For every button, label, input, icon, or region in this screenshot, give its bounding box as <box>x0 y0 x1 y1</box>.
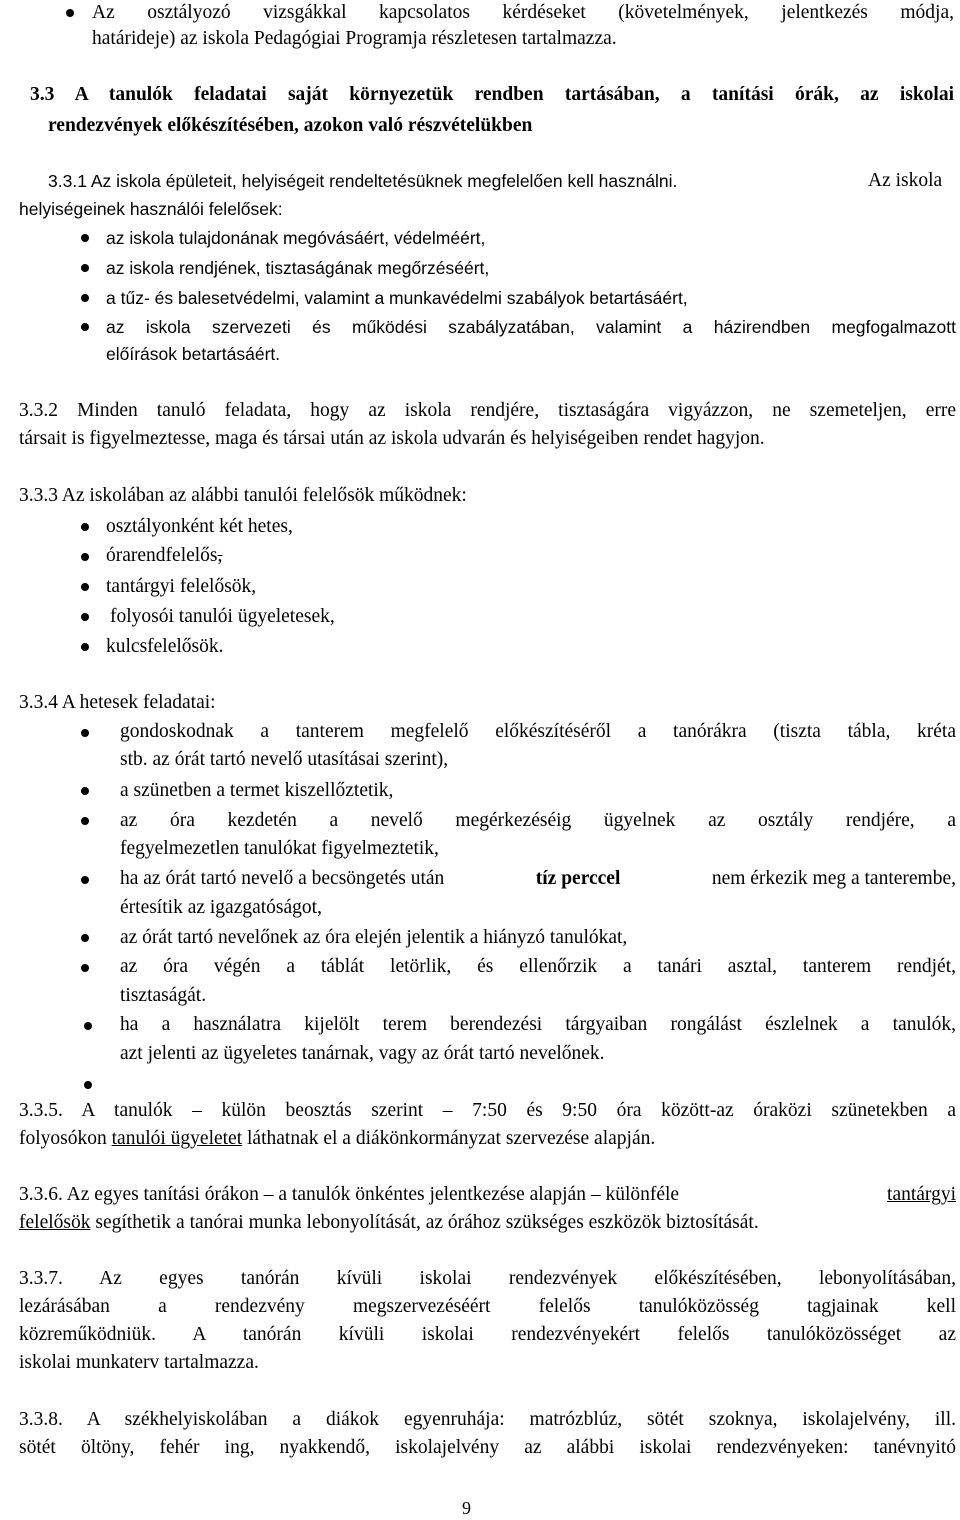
p331-item-2: az iskola rendjének, tisztaságának megőrzéséért, <box>106 258 490 278</box>
bullet-icon <box>81 964 89 972</box>
p332-line-1: 3.3.2 Minden tanuló feladata, hogy az iskola rendjére, tisztaságára vigyázzon, ne szemeteljen, erre <box>19 400 956 421</box>
p331-item-4: az iskola szervezeti és működési szabályzatában, valamint a házirendben megfogalmazott <box>106 317 956 337</box>
intro-line-2: határideje) az iskola Pedagógiai Programja részletesen tartalmazza. <box>92 28 617 49</box>
p333-item-3: tantárgyi felelősök, <box>106 576 257 597</box>
p335-line-2 <box>19 1126 655 1152</box>
p336-line-2-post: segíthetik a tanórai munka lebonyolítását, az órához szükséges eszközök biztosítását. <box>95 1212 759 1233</box>
p336-line-2 <box>19 1210 759 1236</box>
bullet-icon <box>84 1081 92 1089</box>
p334-item-4-pre: ha az órát tartó nevelő a becsöngetés után <box>120 868 445 889</box>
p334-item-3: az óra kezdetén a nevelő megérkezéséig ügyelnek az osztály rendjére, a <box>120 810 956 831</box>
p333-item-2 <box>106 543 222 569</box>
p335-underlined: tanulói ügyeletet <box>111 1128 243 1149</box>
p337-line-3: közreműködniük. A tanórán kívüli iskolai rendezvényekért felelős tanulóközösséget az <box>19 1324 956 1345</box>
p334-item-5: az órát tartó nevelőnek az óra elején jelentik a hiányzó tanulókat, <box>120 927 628 948</box>
p334-item-4-cont: értesítik az igazgatóságot, <box>120 897 322 918</box>
p334-item-3-cont: fegyelmezetlen tanulókat figyelmeztetik, <box>120 838 439 859</box>
p334-item-4 <box>120 866 956 892</box>
p332-line-2: társait is figyelmeztesse, maga és társai után az iskola udvarán és helyiségeiben rendet hagyjon. <box>19 428 765 449</box>
page-number: 9 <box>462 1498 471 1518</box>
p336-underlined-2: felelősök <box>19 1212 91 1233</box>
bullet-icon <box>81 934 89 942</box>
p336-line-1-pre: 3.3.6. Az egyes tanítási órákon – a tanulók önkéntes jelentkezése alapján – különféle <box>19 1184 680 1205</box>
p334-item-7-cont: azt jelenti az ügyeletes tanárnak, vagy az órát tartó nevelőnek. <box>120 1043 605 1064</box>
struck-comma: , <box>217 545 223 566</box>
p331-line-1a: 3.3.1 Az iskola épületeit, helyiségeit rendeltetésüknek megfelelően kell használni. <box>48 171 678 191</box>
bullet-icon <box>84 1022 92 1030</box>
section-heading-line-1: 3.3 A tanulók feladatai saját környezetük rendben tartásában, a tanítási órák, az iskolai <box>30 84 954 105</box>
p331-line-2: helyiségeinek használói felelősek: <box>19 199 283 219</box>
p335-line-2-pre: folyosókon <box>19 1128 107 1149</box>
p337-line-4: iskolai munkaterv tartalmazza. <box>19 1352 259 1373</box>
p334-title: 3.3.4 A hetesek feladatai: <box>19 692 216 713</box>
p333-item-2-text: órarendfelelős <box>106 545 218 566</box>
p331-line-1b: Az iskola <box>868 170 943 191</box>
p334-item-4-post: nem érkezik meg a tanterembe, <box>711 868 956 889</box>
p338-line-2: sötét öltöny, fehér ing, nyakkendő, iskolajelvény az alábbi iskolai rendezvényeken: tanévnyitó <box>19 1437 956 1458</box>
p335-line-2-post: láthatnak el a diákönkormányzat szervezése alapján. <box>247 1128 656 1149</box>
bullet-icon <box>81 523 89 531</box>
p333-item-5: kulcsfelelősök. <box>106 636 224 657</box>
bullet-icon <box>81 643 89 651</box>
p338-line-1: 3.3.8. A székhelyiskolában a diákok egyenruhája: matrózblúz, sötét szoknya, iskolajelvény, ill. <box>19 1409 956 1430</box>
bullet-icon <box>81 613 89 621</box>
bullet-icon <box>81 876 89 884</box>
p334-item-2: a szünetben a termet kiszellőztetik, <box>120 780 394 801</box>
p334-item-6: az óra végén a táblát letörlik, és ellenőrzik a tanári asztal, tanterem rendjét, <box>120 956 956 977</box>
p337-line-2: lezárásában a rendezvény megszervezéséért felelős tanulóközösség tagjainak kell <box>19 1296 956 1317</box>
bullet-icon <box>81 553 89 561</box>
p331-item-4-cont: előírások betartásáért. <box>106 344 281 364</box>
p334-item-4-bold: tíz perccel <box>535 868 621 889</box>
p334-item-1-cont: stb. az órát tartó nevelő utasításai szerint), <box>120 749 449 770</box>
p333-item-4: folyosói tanulói ügyeletesek, <box>110 606 335 627</box>
p331-item-1: az iskola tulajdonának megóvásáért, védelméért, <box>106 228 486 248</box>
p335-line-1: 3.3.5. A tanulók – külön beosztás szerint – 7:50 és 9:50 óra között-az óraközi szünetekben a <box>19 1100 956 1121</box>
p334-item-7: ha a használatra kijelölt terem berendezési tárgyaiban rongálást észlelnek a tanulók, <box>120 1014 956 1035</box>
p333-item-1: osztályonként két hetes, <box>106 516 293 537</box>
bullet-icon <box>81 787 89 795</box>
p333-title: 3.3.3 Az iskolában az alábbi tanulói felelősök működnek: <box>19 485 467 506</box>
section-heading-line-2: rendezvények előkészítésében, azokon való részvételükben <box>48 115 533 136</box>
bullet-icon <box>66 9 74 17</box>
p334-item-1: gondoskodnak a tanterem megfelelő előkészítéséről a tanórákra (tiszta tábla, kréta <box>120 721 956 742</box>
bullet-icon <box>81 729 89 737</box>
bullet-icon <box>81 583 89 591</box>
bullet-icon <box>81 817 89 825</box>
bullet-icon <box>81 294 89 302</box>
p334-item-6-cont: tisztaságát. <box>120 985 207 1006</box>
p336-line-1 <box>19 1182 956 1208</box>
intro-line-1: Az osztályozó vizsgákkal kapcsolatos kérdéseket (követelmények, jelentkezés módja, <box>92 2 954 23</box>
bullet-icon <box>81 234 89 242</box>
p336-underlined-1: tantárgyi <box>887 1184 956 1205</box>
p331-item-3: a tűz- és balesetvédelmi, valamint a munkavédelmi szabályok betartásáért, <box>106 288 688 308</box>
p337-line-1: 3.3.7. Az egyes tanórán kívüli iskolai rendezvények előkészítésében, lebonyolításában, <box>19 1268 956 1289</box>
bullet-icon <box>81 264 89 272</box>
bullet-icon <box>81 323 89 331</box>
